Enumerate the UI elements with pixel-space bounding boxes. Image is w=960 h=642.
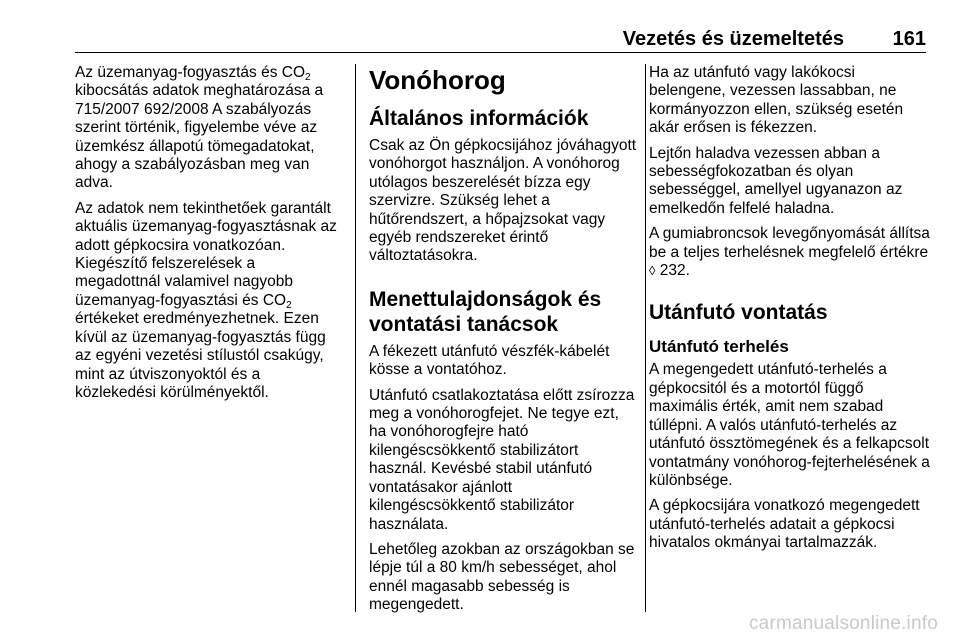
column-divider-right xyxy=(645,64,646,612)
paragraph-general-info: Csak az Ön gépkocsijához jóváhagyott vonóhorgot használjon. A vonóhorog utólagos beszerelését bízza egy szervizre. Szükség lehet a hűtőrendszert, a hőpajzsokat vagy egyéb rendszereket érintő változtatásokra. xyxy=(369,137,637,265)
page-header xyxy=(75,20,926,53)
paragraph-documents: A gépkocsijára vonatkozó megengedett utánfutó-terhelés adatait a gépkocsi hivatalos okmányai tartalmazzák. xyxy=(649,497,920,552)
paragraph-speed-limit: Lehetőleg azokban az országokban se lépje túl a 80 km/h sebességet, ahol ennél magasabb sebesség is megengedett. xyxy=(369,540,635,614)
heading-general-info: Általános információk xyxy=(369,107,589,130)
paragraph-coupling: Utánfutó csatlakoztatása előtt zsírozza meg a vonóhorogfejet. Ne tegye ezt, ha vonóhorogfejre ható kilengéscsökkentő stabilizátort használ. Kevésbé stabil utánfutó vontatásakor ajánlott kilengéscsökkentő stabilizátor használata. xyxy=(369,386,635,533)
paragraph-emissions: Az üzemanyag-fogyasztás és $CO_2$ kibocsátás adatok meghatározása a 715/2007 692/2008 A szabályozás szerint történik, figyelembe véve az üzemkész állapotú tömegadatokat, ahogy a szabályozásban meg van adva. xyxy=(75,64,324,192)
column-right xyxy=(649,64,930,560)
heading-trailer-load: Utánfutó terhelés xyxy=(649,337,789,357)
paragraph-tyre-pressure: A gumiabroncsok levegőnyomását állítsa be a teljes terhelésnek megfelelő értékre ◊ 232. xyxy=(649,225,930,280)
page-number: 161 xyxy=(892,28,926,50)
paragraph-downhill: Lejtőn haladva vezessen abban a sebességfokozatban és olyan sebességgel, amellyel ugyanazon az emelkedőn felfelé haladna. xyxy=(649,144,903,217)
page-reference-icon: ◊ xyxy=(649,263,656,279)
column-divider-left xyxy=(355,64,356,612)
watermark: carmanualsonline.info xyxy=(748,613,938,634)
paragraph-sway: Ha az utánfutó vagy lakókocsi belengene, vezessen lassabban, ne kormányozzon ellen, szükség esetén akár erősen is fékezzen. xyxy=(649,64,904,137)
section-title: Vezetés és üzemeltetés xyxy=(622,28,844,50)
page-reference-link[interactable]: 232. xyxy=(659,262,690,280)
heading-trailer-towing: Utánfutó vontatás xyxy=(649,301,828,325)
paragraph-trailer-load: A megengedett utánfutó-terhelés a gépkocsitól és a motortól függő maximális érték, amit nem szabad túllépni. A valós utánfutó-terhelés az utánfutó össztömegének és a felkapcsolt vontatmány vonóhorog-fejterhelésének a különbsége. xyxy=(649,361,930,489)
paragraph-consumption: Az adatok nem tekinthetőek garantált aktuális üzemanyag-fogyasztásnak az adott gépkocsira vonatkozóan. Kiegészítő felszerelések a megadottnál valamivel nagyobb üzemanyag-fogyasztási és $CO_2$ értékeket eredményezhetnek. Ezen kívül az üzemanyag-fogyasztás függ az egyéni vezetési stílustól csakúgy, mint az útviszonyoktól és a közlekedési körülményektől. xyxy=(75,199,337,401)
column-middle xyxy=(369,64,637,622)
column-left xyxy=(75,64,343,409)
paragraph-brake-cable: A fékezett utánfutó vészfék-kábelét kösse a vontatóhoz. xyxy=(369,342,610,379)
heading-driving-tips: Menettulajdonságok és vontatási tanácsok xyxy=(369,287,602,336)
heading-tow-hook: Vonóhorog xyxy=(369,65,506,95)
